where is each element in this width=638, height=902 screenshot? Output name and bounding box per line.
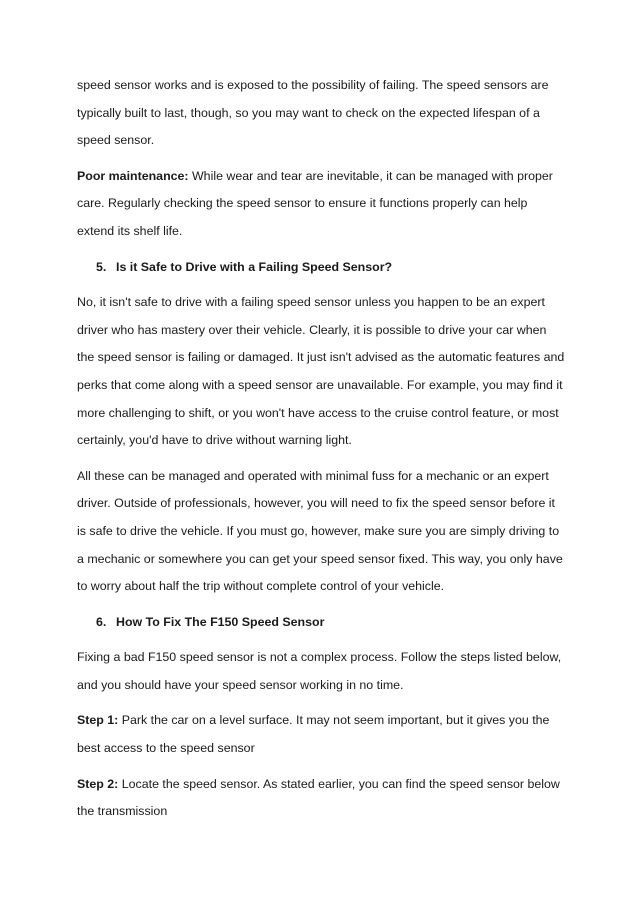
section-5-heading [77,254,567,282]
step-1-text: Park the car on a level surface. It may not seem important, but it gives you the best access to the speed sensor [77,713,550,756]
paragraph-safe-to-drive: No, it isn't safe to drive with a failing speed sensor unless you happen to be an expert driver who has mastery over their vehicle. Clearly, it is possible to drive your car when the speed sensor is failing or damaged. It just isn't advised as the automatic features and perks that come along with a speed sensor are unavailable. For example, you may find it more challenging to shift, or you won't have access to the cruise control feature, or most certainly, you'd have to drive without warning light. [77,295,565,448]
paragraph-fixing: Fixing a bad F150 speed sensor is not a complex process. Follow the steps listed below, and you should have your speed sensor working in no time. [77,650,562,692]
section-5-title: Is it Safe to Drive with a Failing Speed Sensor? [116,259,393,274]
paragraph-intro: speed sensor works and is exposed to the possibility of failing. The speed sensors are typically built to last, though, so you may want to check on the expected lifespan of a speed sensor. [77,78,549,148]
section-5-number: 5. [96,259,107,274]
poor-maintenance-text: While wear and tear are inevitable, it can be managed with proper care. Regularly checking the speed sensor to ensure it functions properly can help extend its shelf life. [77,168,553,238]
section-6-heading [77,609,567,637]
section-6-title: How To Fix The F150 Speed Sensor [116,614,325,629]
paragraph-step-1 [77,707,567,762]
paragraph-poor-maintenance [77,163,567,246]
step-1-label: Step 1: [77,713,119,728]
poor-maintenance-label: Poor maintenance: [77,168,189,183]
step-2-label: Step 2: [77,776,119,791]
document-page [77,72,567,834]
paragraph-step-2 [77,771,567,826]
step-2-text: Locate the speed sensor. As stated earlier, you can find the speed sensor below the transmission [77,776,560,819]
section-6-number: 6. [96,614,107,629]
paragraph-managed: All these can be managed and operated with minimal fuss for a mechanic or an expert driver. Outside of professionals, however, you will need to fix the speed sensor before it is safe to drive the vehicle. If you must go, however, make sure you are simply driving to a mechanic or somewhere you can get your speed sensor fixed. This way, you only have to worry about half the trip without complete control of your vehicle. [77,468,563,594]
